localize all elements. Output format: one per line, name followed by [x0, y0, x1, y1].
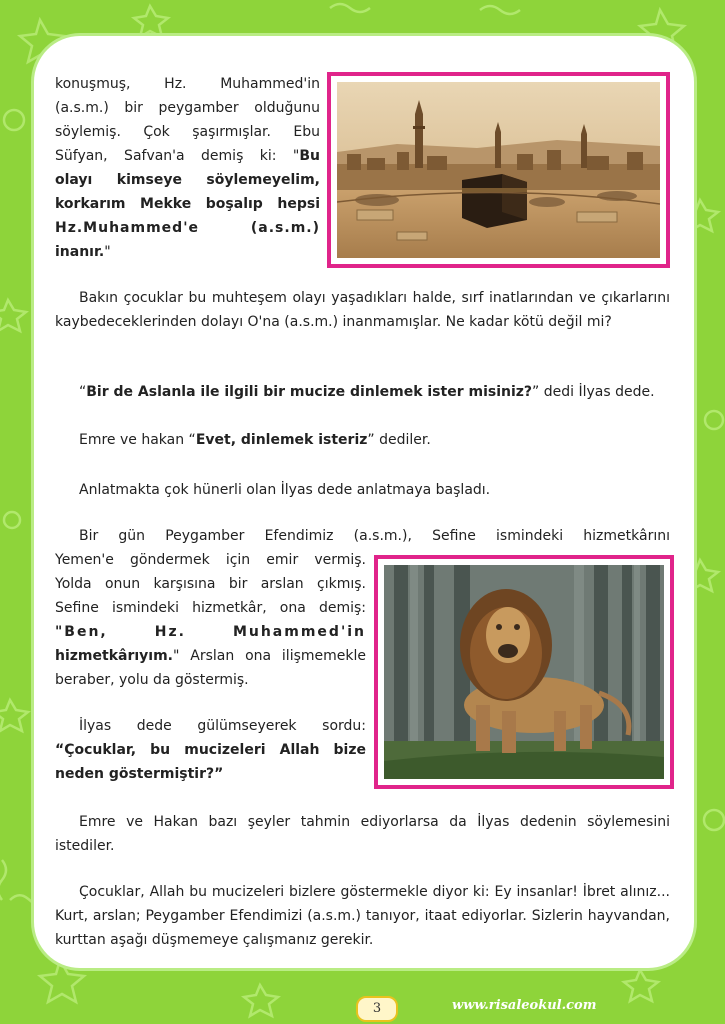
text-line: Bir gün Peygamber Efendimiz (a.s.m.), Sefine ismindeki hizmetkârını — [79, 528, 670, 544]
text-line — [55, 644, 366, 668]
text-line: Yemen'e göndermek için emir vermiş. — [55, 552, 366, 568]
paragraph — [55, 478, 670, 502]
text-line — [55, 144, 320, 168]
kaaba-photo-frame — [327, 72, 670, 268]
text-line — [55, 216, 320, 240]
bold-text: Bir de Aslanla ile ilgili bir mucize dinlemek ister misiniz? — [86, 384, 533, 400]
bold-text: Hz.Muhammed'e (a.s.m.) — [55, 220, 320, 236]
bold-text: Evet, dinlemek isteriz — [195, 432, 368, 448]
paragraph-text: Anlatmakta çok hünerli olan İlyas dede anlatmaya başladı. — [79, 482, 491, 498]
text-line: beraber, yolu da göstermiş. — [55, 672, 249, 688]
paragraph — [55, 810, 670, 858]
text-line — [55, 762, 366, 786]
text-run: Emre ve hakan “ — [79, 432, 196, 448]
text-line: İlyas dede gülümseyerek sordu: — [79, 718, 366, 734]
text-line: söylemiş. Çok şaşırmışlar. Ebu — [55, 124, 320, 140]
text-line — [55, 168, 320, 192]
text-run: " Arslan ona ilişmemekle — [172, 648, 366, 664]
paragraph — [55, 548, 366, 692]
paragraph-text: Emre ve Hakan bazı şeyler tahmin ediyorlarsa da İlyas dedenin söylemesini istediler. — [55, 814, 670, 854]
quote-mark: “ — [79, 384, 87, 400]
kaaba-photo — [337, 82, 660, 258]
bold-text: Bu — [299, 148, 320, 164]
bold-text: neden göstermiştir?” — [55, 766, 224, 782]
text-run: ” dediler. — [367, 432, 431, 448]
bold-text: “Çocuklar, bu mucizeleri Allah bize — [55, 742, 366, 758]
bold-text: hizmetkârıyım. — [55, 648, 173, 664]
bold-text: "Ben, Hz. Muhammed'in — [55, 624, 366, 640]
top-paragraph — [55, 72, 320, 264]
text-line: (a.s.m.) bir peygamber olduğunu — [55, 100, 320, 116]
paragraph — [55, 428, 670, 452]
paragraph — [55, 880, 670, 952]
text-line: Sefine ismindeki hizmetkâr, ona demiş: — [55, 600, 366, 616]
website-url[interactable]: www.risaleokul.com — [452, 998, 597, 1013]
text-line: konuşmuş, Hz. Muhammed'in — [55, 76, 320, 92]
text-line: Yolda onun karşısına bir arslan çıkmış. — [55, 576, 366, 592]
text-line — [55, 192, 320, 216]
text-line — [55, 240, 320, 264]
text-line — [55, 620, 366, 644]
lion-photo-frame — [374, 555, 674, 789]
paragraph — [55, 524, 670, 548]
paragraph-text: Çocuklar, Allah bu mucizeleri bizlere göstermekle diyor ki: Ey insanlar! İbret alınız... Kurt, arslan; Peygamber Efendimizi (a.s.m.) tanıyor, itaat ediyorlar. Sizlerin hayvandan, kurttan aşağı düşmemeye çalışmanız gerekir. — [55, 884, 670, 948]
paragraph — [55, 714, 366, 786]
text-line — [55, 738, 366, 762]
text-run: " — [104, 244, 111, 260]
page-number: 3 — [356, 996, 398, 1022]
bold-text: korkarım Mekke boşalıp hepsi — [55, 196, 320, 212]
paragraph-text: Bakın çocuklar bu muhteşem olayı yaşadıkları halde, sırf inatlarından ve çıkarlarını kaybedeceklerinden dolayı O'na (a.s.m.) inanmamışlar. Ne kadar kötü değil mi? — [55, 290, 670, 330]
bold-text: olayı kimseye söylemeyelim, — [55, 172, 320, 188]
bold-text: inanır. — [55, 244, 105, 260]
text-run: Süfyan, Safvan'a demiş ki: " — [55, 148, 300, 164]
paragraph — [55, 380, 670, 404]
text-run: ” dedi İlyas dede. — [532, 384, 655, 400]
paragraph — [55, 286, 670, 334]
lion-photo — [384, 565, 664, 779]
